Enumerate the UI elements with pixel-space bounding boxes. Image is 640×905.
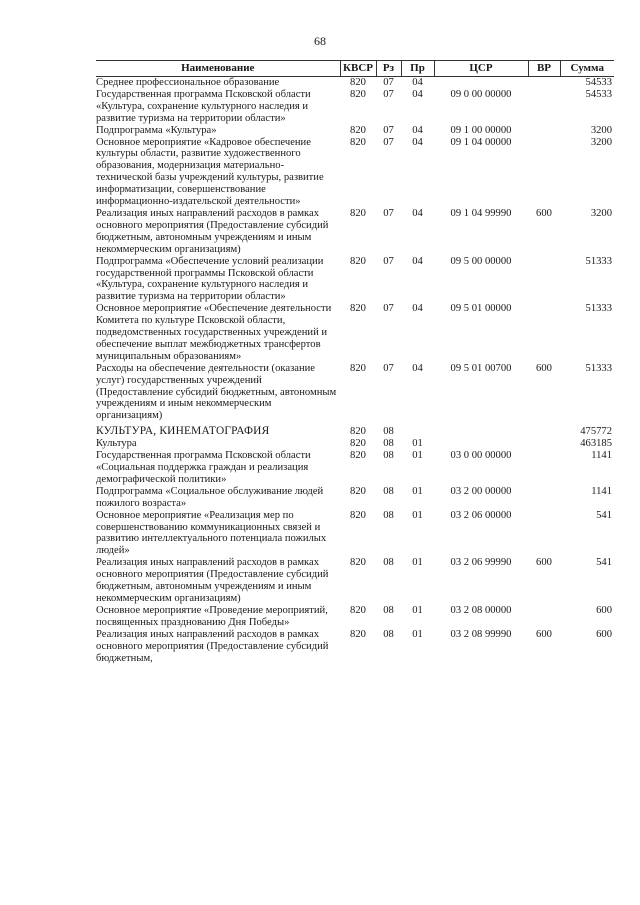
row-csr: 03 0 00 00000 — [450, 450, 512, 462]
table-row — [96, 438, 614, 450]
row-rz: 07 — [383, 136, 394, 148]
row-pr: 04 — [412, 77, 423, 88]
header-pr: Пр — [401, 61, 434, 77]
row-sum: 463185 — [580, 438, 612, 450]
header-csr: ЦСР — [434, 61, 528, 77]
row-csr: 03 2 06 00000 — [450, 509, 512, 521]
row-vr — [528, 510, 560, 558]
page-number: 68 — [314, 34, 326, 48]
row-pr — [401, 422, 434, 438]
row-pr: 04 — [412, 88, 423, 100]
row-csr: 03 2 06 99990 — [450, 557, 512, 569]
row-sum: 51333 — [585, 303, 612, 315]
row-name: Подпрограмма «Обеспечение условий реализации государственной программы Псковской области «Культура, сохранение культурного наследия и развитие туризма на территории области» — [96, 255, 324, 303]
row-vr: 600 — [536, 207, 552, 219]
table-row — [96, 629, 614, 665]
row-name: Государственная программа Псковской области «Социальная поддержка граждан и реализация демографической политики» — [96, 450, 311, 485]
table-row — [96, 208, 614, 256]
row-csr: 03 2 08 99990 — [450, 628, 512, 640]
row-pr: 01 — [412, 450, 423, 462]
row-sum: 51333 — [585, 362, 612, 374]
row-kvsr: 820 — [350, 557, 366, 569]
table-row — [96, 557, 614, 605]
row-name: Основное мероприятие «Реализация мер по совершенствованию коммуникационных связей и развитию интеллектуального потенциала пожилых людей» — [96, 509, 327, 557]
row-pr: 01 — [412, 438, 423, 450]
row-sum: 54533 — [585, 77, 612, 88]
row-rz: 08 — [383, 450, 394, 462]
budget-table — [96, 60, 614, 664]
row-vr — [528, 77, 560, 89]
row-vr — [528, 450, 560, 486]
row-name: Государственная программа Псковской области «Культура, сохранение культурного наследия и развитие туризма на территории области» — [96, 88, 311, 124]
row-sum: 54533 — [585, 88, 612, 100]
row-sum: 51333 — [585, 255, 612, 267]
row-rz: 08 — [383, 438, 394, 450]
row-kvsr: 820 — [350, 604, 366, 616]
table-row — [96, 125, 614, 137]
row-csr: 09 5 01 00700 — [450, 362, 512, 374]
table-row — [96, 303, 614, 363]
row-vr — [528, 486, 560, 510]
row-sum: 600 — [596, 604, 612, 616]
row-vr — [528, 256, 560, 304]
row-name: Основное мероприятие «Кадровое обеспечение культуры области, развитие художественного образования, модернизация материально-технической базы учреждений культуры, развитие информатизации, совершенствование информационно-издательской деятельности» — [96, 136, 324, 208]
row-name: Культура — [96, 438, 137, 450]
row-sum: 1141 — [591, 485, 612, 497]
row-csr: 09 1 04 00000 — [450, 136, 512, 148]
row-name: КУЛЬТУРА, КИНЕМАТОГРАФИЯ — [96, 425, 270, 438]
row-sum: 1141 — [591, 450, 612, 462]
row-csr: 03 2 00 00000 — [450, 485, 512, 497]
row-csr — [434, 77, 528, 89]
row-kvsr: 820 — [350, 485, 366, 497]
row-kvsr: 820 — [350, 628, 366, 640]
row-name: Подпрограмма «Культура» — [96, 124, 217, 136]
table-row — [96, 486, 614, 510]
row-sum: 3200 — [590, 124, 612, 136]
row-pr: 01 — [412, 509, 423, 521]
row-rz: 08 — [383, 509, 394, 521]
table-row — [96, 77, 614, 89]
table-header-row — [96, 61, 614, 77]
row-kvsr: 820 — [350, 255, 366, 267]
row-pr: 04 — [412, 136, 423, 148]
row-rz: 07 — [383, 207, 394, 219]
row-rz: 07 — [383, 303, 394, 315]
row-csr: 09 1 00 00000 — [450, 124, 512, 136]
row-vr: 600 — [536, 557, 552, 569]
header-kvsr: КВСР — [340, 61, 376, 77]
row-sum: 541 — [596, 509, 612, 521]
row-kvsr: 820 — [350, 207, 366, 219]
row-csr: 09 5 01 00000 — [450, 303, 512, 315]
row-sum: 600 — [596, 628, 612, 640]
table-row — [96, 422, 614, 438]
row-rz: 08 — [383, 628, 394, 640]
row-rz: 07 — [383, 77, 394, 88]
row-kvsr: 820 — [350, 509, 366, 521]
table-row — [96, 510, 614, 558]
row-kvsr: 820 — [350, 362, 366, 374]
row-csr: 09 1 04 99990 — [450, 207, 512, 219]
table-row — [96, 256, 614, 304]
row-name: Расходы на обеспечение деятельности (оказание услуг) государственных учреждений (Предоставление субсидий бюджетным, автономным учреждениям и иным некоммерческим организациям) — [96, 362, 337, 422]
row-csr: 03 2 08 00000 — [450, 604, 512, 616]
row-rz: 07 — [383, 362, 394, 374]
row-vr — [528, 605, 560, 629]
row-vr — [528, 422, 560, 438]
row-pr: 04 — [412, 207, 423, 219]
row-name: Подпрограмма «Социальное обслуживание людей пожилого возраста» — [96, 485, 324, 509]
row-rz: 08 — [383, 426, 394, 438]
row-name: Среднее профессиональное образование — [96, 77, 280, 88]
row-vr — [528, 438, 560, 450]
row-name: Реализация иных направлений расходов в рамках основного мероприятия (Предоставление субсидий бюджетным, — [96, 628, 329, 664]
row-pr: 04 — [412, 255, 423, 267]
header-name: Наименование — [96, 61, 340, 77]
row-rz: 07 — [383, 255, 394, 267]
row-kvsr: 820 — [350, 124, 366, 136]
row-csr: 09 5 00 00000 — [450, 255, 512, 267]
table-row — [96, 450, 614, 486]
header-rz: Рз — [376, 61, 401, 77]
row-kvsr: 820 — [350, 136, 366, 148]
row-kvsr: 820 — [350, 88, 366, 100]
row-vr: 600 — [536, 628, 552, 640]
row-kvsr: 820 — [350, 303, 366, 315]
row-pr: 01 — [412, 604, 423, 616]
header-sum: Сумма — [560, 61, 614, 77]
row-sum: 3200 — [590, 207, 612, 219]
row-sum: 475772 — [580, 426, 612, 438]
row-name: Основное мероприятие «Обеспечение деятельности Комитета по культуре Псковской области, подведомственных государственных учреждений и обеспечение выплат межбюджетных трансфертов муниципальным образованиям» — [96, 303, 332, 362]
row-kvsr: 820 — [350, 77, 366, 88]
row-pr: 04 — [412, 362, 423, 374]
row-pr: 01 — [412, 485, 423, 497]
row-kvsr: 820 — [350, 426, 366, 438]
row-vr — [528, 125, 560, 137]
row-rz: 07 — [383, 124, 394, 136]
row-pr: 01 — [412, 628, 423, 640]
row-csr — [434, 438, 528, 450]
row-name: Основное мероприятие «Проведение мероприятий, посвященных празднованию Дня Победы» — [96, 604, 328, 628]
row-pr: 04 — [412, 124, 423, 136]
row-vr — [528, 303, 560, 363]
row-name: Реализация иных направлений расходов в рамках основного мероприятия (Предоставление субсидий бюджетным, автономным учреждениям и иным некоммерческим организациям) — [96, 557, 329, 604]
table-row — [96, 363, 614, 423]
row-vr — [528, 89, 560, 125]
row-csr: 09 0 00 00000 — [450, 88, 512, 100]
row-vr — [528, 137, 560, 208]
table-row — [96, 605, 614, 629]
header-vr: ВР — [528, 61, 560, 77]
row-csr — [434, 422, 528, 438]
row-sum: 541 — [596, 557, 612, 569]
row-rz: 08 — [383, 485, 394, 497]
row-pr: 04 — [412, 303, 423, 315]
row-pr: 01 — [412, 557, 423, 569]
row-rz: 07 — [383, 88, 394, 100]
table-row — [96, 89, 614, 125]
table-row — [96, 137, 614, 208]
row-name: Реализация иных направлений расходов в рамках основного мероприятия (Предоставление субсидий бюджетным, автономным учреждениям и иным некоммерческим организациям) — [96, 207, 329, 255]
table-body — [96, 77, 614, 665]
row-vr: 600 — [536, 362, 552, 374]
row-rz: 08 — [383, 557, 394, 569]
row-rz: 08 — [383, 604, 394, 616]
row-sum: 3200 — [590, 136, 612, 148]
row-kvsr: 820 — [350, 450, 366, 462]
row-kvsr: 820 — [350, 438, 366, 450]
